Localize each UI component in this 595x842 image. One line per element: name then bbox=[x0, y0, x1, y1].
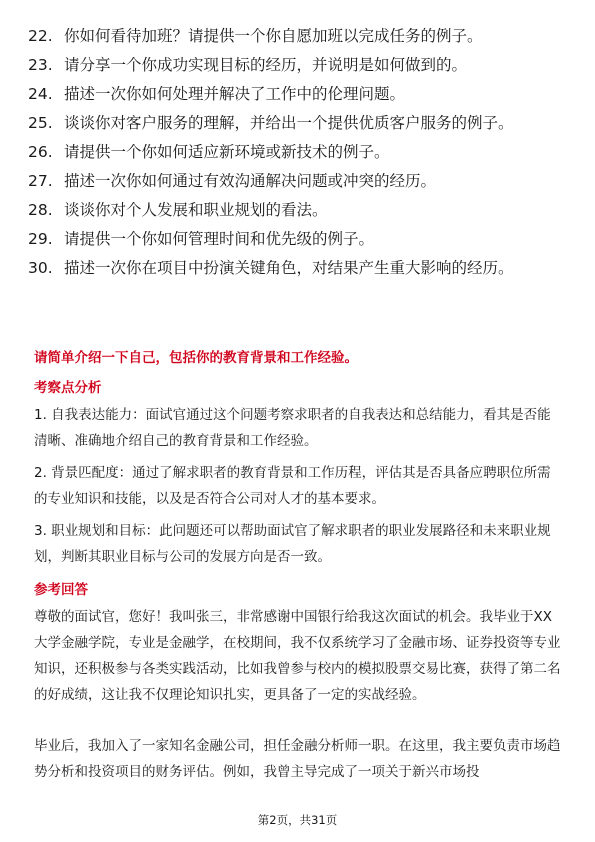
item-text: 谈谈你对客户服务的理解，并给出一个提供优质客户服务的例子。 bbox=[64, 114, 514, 132]
answer-paragraph: 毕业后，我加入了一家知名金融公司，担任金融分析师一职。在这里，我主要负责市场趋势分析和投资项目的财务评估。例如，我曾主导完成了一项关于新兴市场投 bbox=[34, 738, 561, 780]
item-text: 描述一次你如何处理并解决了工作中的伦理问题。 bbox=[64, 85, 406, 103]
list-item bbox=[28, 22, 568, 51]
item-text: 谈谈你对个人发展和职业规划的看法。 bbox=[64, 201, 328, 219]
list-item bbox=[28, 109, 568, 138]
answer-heading: 参考回答 bbox=[34, 582, 88, 598]
analysis-heading: 考察点分析 bbox=[34, 380, 102, 396]
list-item bbox=[28, 51, 568, 80]
item-text: 你如何看待加班？请提供一个你自愿加班以完成任务的例子。 bbox=[64, 27, 483, 45]
item-text: 描述一次你如何通过有效沟通解决问题或冲突的经历。 bbox=[64, 172, 437, 190]
item-number: 28. bbox=[28, 201, 53, 219]
list-item bbox=[28, 167, 568, 196]
item-number: 25. bbox=[28, 114, 53, 132]
analysis-point: 2. 背景匹配度：通过了解求职者的教育背景和工作历程，评估其是否具备应聘职位所需的专业知识和技能，以及是否符合公司对人才的基本要求。 bbox=[34, 465, 551, 507]
item-text: 请提供一个你如何管理时间和优先级的例子。 bbox=[64, 230, 375, 248]
page-number: 第2页，共31页 bbox=[257, 813, 338, 827]
list-item bbox=[28, 254, 568, 283]
answer-paragraph: 尊敬的面试官，您好！我叫张三，非常感谢中国银行给我这次面试的机会。我毕业于XX大学金融学院，专业是金融学，在校期间，我不仅系统学习了金融市场、证券投资等专业知识，还积极参与各类实践活动，比如我曾参与校内的模拟股票交易比赛，获得了第二名的好成绩，这让我不仅理论知识扎实，更具备了一定的实战经验。 bbox=[34, 609, 561, 703]
item-number: 30. bbox=[28, 259, 53, 277]
item-number: 29. bbox=[28, 230, 53, 248]
item-number: 24. bbox=[28, 85, 53, 103]
item-number: 22. bbox=[28, 27, 53, 45]
list-item bbox=[28, 225, 568, 254]
list-item bbox=[28, 196, 568, 225]
item-number: 26. bbox=[28, 143, 53, 161]
item-number: 27. bbox=[28, 172, 53, 190]
list-item bbox=[28, 80, 568, 109]
item-text: 描述一次你在项目中扮演关键角色，对结果产生重大影响的经历。 bbox=[64, 259, 514, 277]
interview-question: 请简单介绍一下自己，包括你的教育背景和工作经验。 bbox=[34, 350, 358, 366]
analysis-point: 1. 自我表达能力：面试官通过这个问题考察求职者的自我表达和总结能力，看其是否能清晰、准确地介绍自己的教育背景和工作经验。 bbox=[34, 407, 551, 449]
item-text: 请分享一个你成功实现目标的经历，并说明是如何做到的。 bbox=[64, 56, 468, 74]
item-number: 23. bbox=[28, 56, 53, 74]
list-item bbox=[28, 138, 568, 167]
question-list bbox=[28, 22, 568, 283]
analysis-point: 3. 职业规划和目标：此问题还可以帮助面试官了解求职者的职业发展路径和未来职业规划，判断其职业目标与公司的发展方向是否一致。 bbox=[34, 523, 551, 565]
item-text: 请提供一个你如何适应新环境或新技术的例子。 bbox=[64, 143, 390, 161]
